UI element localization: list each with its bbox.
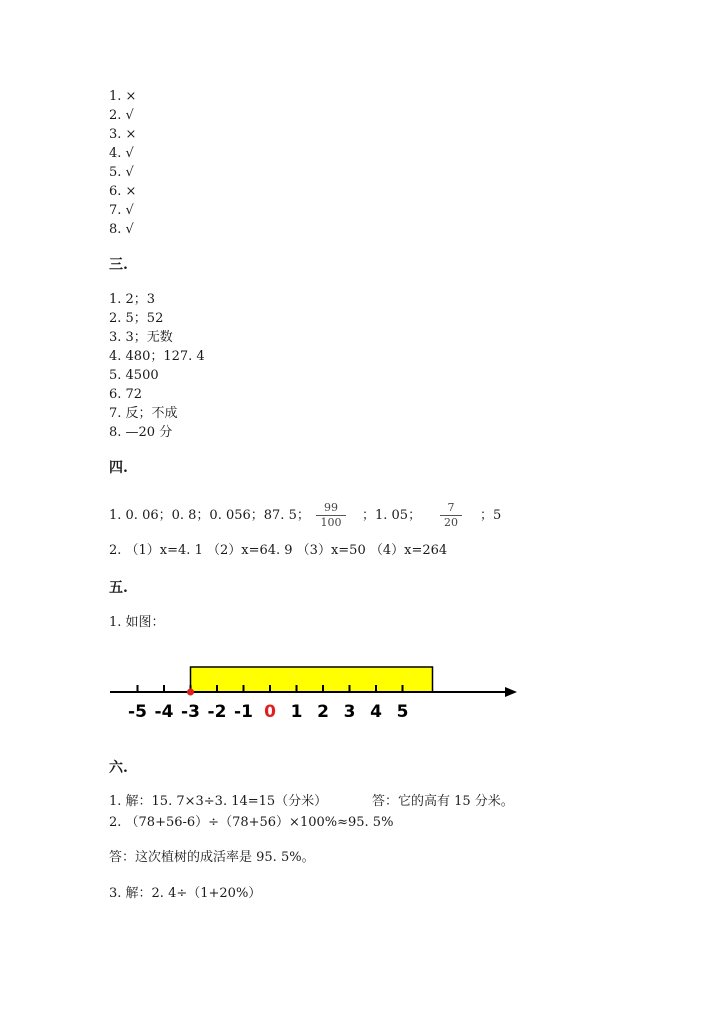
answer-line: 7. √	[109, 203, 134, 218]
answer-line: 答：它的高有 15 分米。	[372, 794, 514, 809]
answer-line: 2. （78+56-6）÷（78+56）×100%≈95. 5%	[109, 815, 394, 830]
answer-line: 8. √	[109, 222, 134, 237]
tick-label: -4	[154, 702, 174, 722]
answer-line: 3. ×	[109, 127, 137, 142]
section-heading: 五.	[109, 580, 128, 596]
answer-line-suffix: ；5	[480, 508, 502, 523]
answer-line-mid: ；1. 05；	[362, 508, 422, 523]
answer-line: 5. √	[109, 165, 134, 180]
answer-line: 2. √	[109, 108, 134, 123]
answer-line: 答：这次植树的成活率是 95. 5%。	[109, 850, 315, 865]
section-heading: 六.	[109, 760, 128, 776]
fraction-numerator: 7	[440, 501, 462, 516]
start-point-marker	[187, 689, 194, 696]
tick-label: 3	[343, 702, 356, 722]
answer-line: 1. 2；3	[109, 292, 156, 307]
answer-line-prefix: 1. 0. 06；0. 8；0. 056；87. 5；	[109, 508, 310, 523]
tick-label: 2	[317, 702, 329, 722]
tick-label: -2	[207, 702, 227, 722]
answer-line: 6. ×	[109, 184, 137, 199]
answer-line: 1. 解：15. 7×3÷3. 14=15（分米）	[109, 794, 328, 809]
number-line-figure	[105, 655, 525, 735]
fraction-denominator: 20	[444, 516, 458, 529]
answer-line: 4. 480；127. 4	[109, 349, 205, 364]
answer-line: 6. 72	[109, 387, 143, 402]
answer-line: 7. 反；不成	[109, 406, 178, 421]
answer-line: 2. 5；52	[109, 311, 164, 326]
answer-line: 1. ×	[109, 89, 137, 104]
section-heading: 三.	[109, 257, 128, 273]
highlight-region	[191, 667, 433, 692]
tick-label: 0	[264, 702, 276, 722]
section-heading: 四.	[109, 460, 128, 476]
answer-line: 3. 解：2. 4÷（1+20%）	[109, 886, 262, 901]
fraction-denominator: 100	[320, 516, 342, 529]
answer-line: 8. —20 分	[109, 425, 173, 440]
answer-line: 4. √	[109, 146, 134, 161]
answer-line: 1. 如图：	[109, 615, 165, 630]
tick-label: 1	[290, 702, 303, 722]
tick-label: -3	[181, 702, 200, 722]
axis-arrow-icon	[505, 687, 517, 697]
fraction-numerator: 99	[316, 501, 346, 516]
tick-label: -1	[234, 702, 253, 722]
tick-label: -5	[128, 702, 147, 722]
answer-line: 3. 3；无数	[109, 330, 173, 345]
answer-line: 2. （1）x=4. 1 （2）x=64. 9 （3）x=50 （4）x=264	[109, 543, 448, 558]
fraction	[440, 501, 462, 530]
fraction	[316, 501, 346, 530]
tick-label: 4	[370, 702, 382, 722]
answer-line: 5. 4500	[109, 368, 159, 383]
tick-label: 5	[396, 702, 409, 722]
